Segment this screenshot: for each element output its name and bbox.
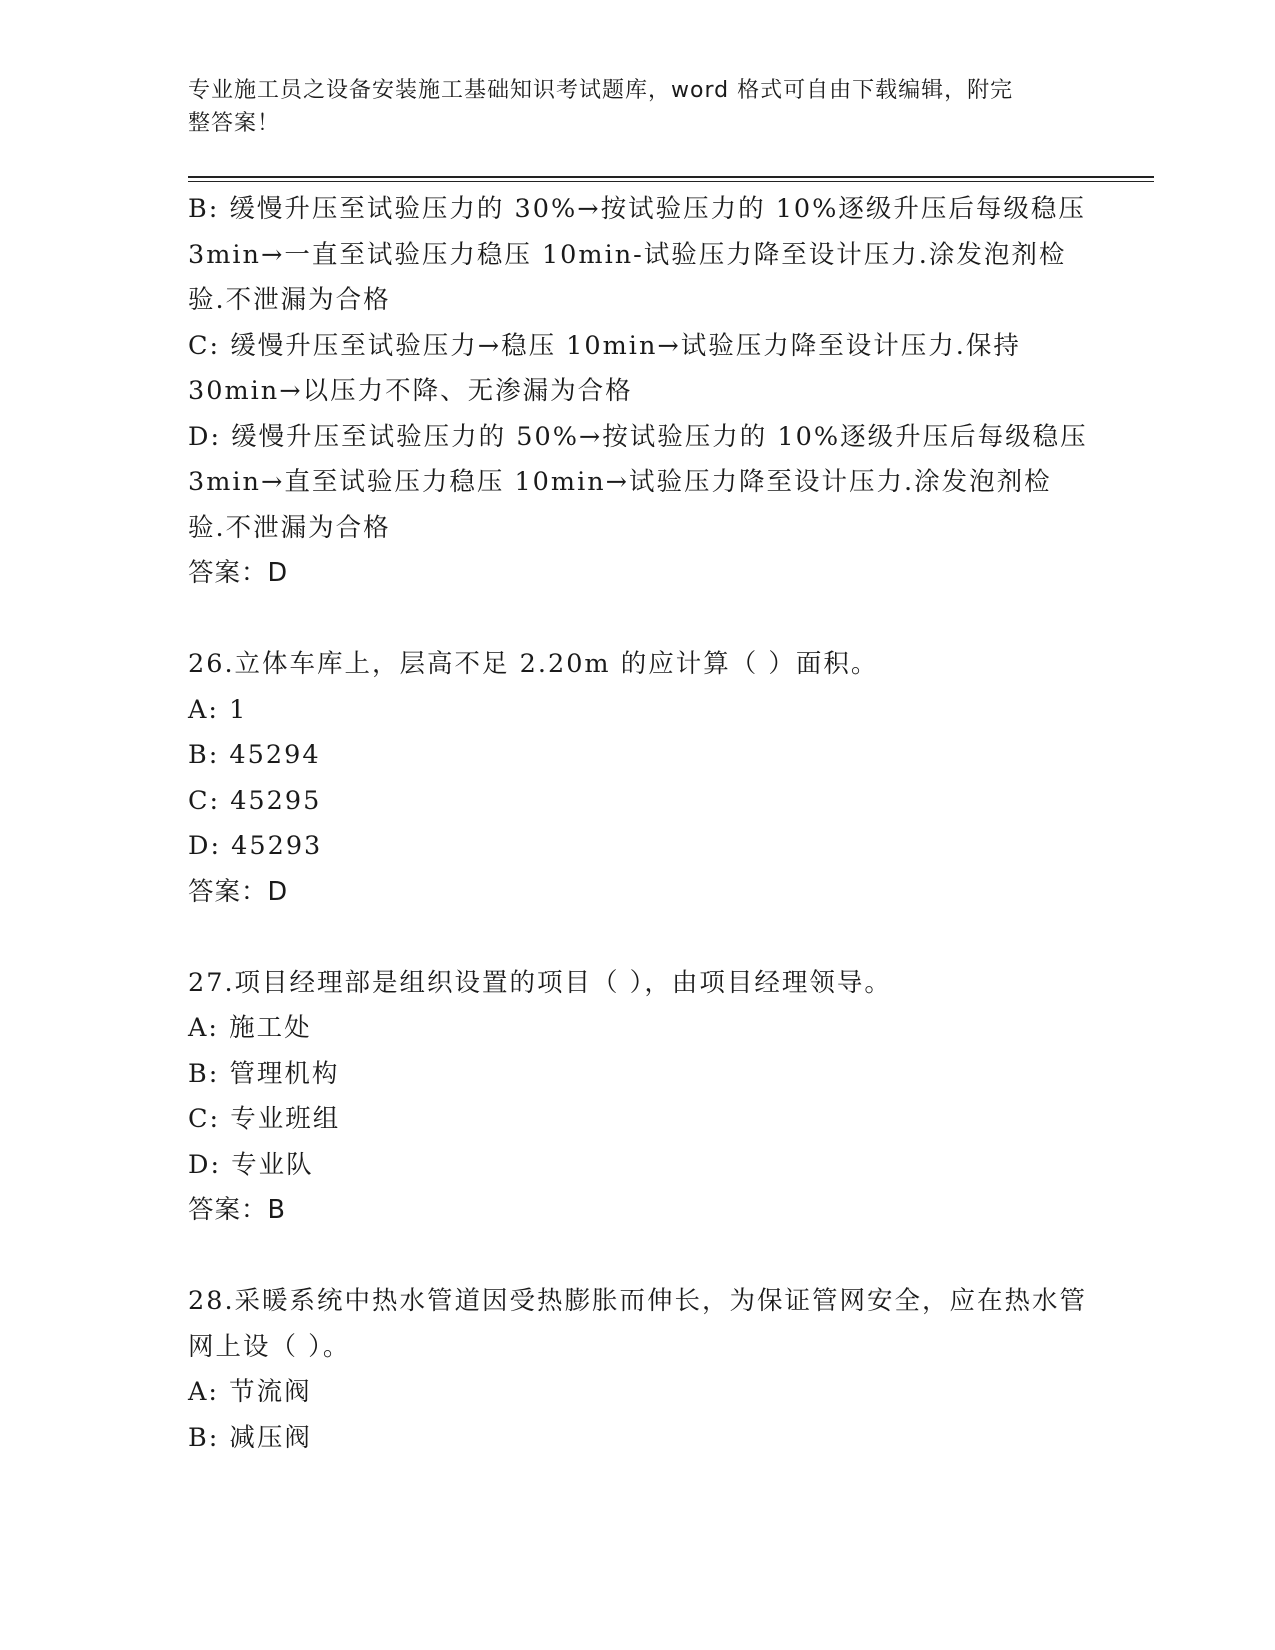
question-27 (188, 961, 1088, 1234)
option-d: D: 45293 (188, 831, 323, 861)
option-a: A: 施工处 (188, 1013, 312, 1043)
question-text: 27.项目经理部是组织设置的项目（ ），由项目经理领导。 (188, 967, 892, 998)
option-b: B: 减压阀 (188, 1422, 312, 1453)
question-26 (188, 642, 1088, 915)
answer: 答案：D (188, 876, 289, 907)
option-a: A: 1 (188, 694, 248, 725)
option-b: B: 45294 (188, 740, 321, 770)
question-25-continued (188, 187, 1088, 597)
document-header (188, 74, 1068, 140)
option-d: D: 专业队 (188, 1149, 314, 1180)
option-b: B: 管理机构 (188, 1058, 340, 1089)
header-title-line-1: 专业施工员之设备安装施工基础知识考试题库，word 格式可自由下载编辑，附完 (188, 78, 1014, 103)
header-title-line-2: 整答案！ (188, 111, 281, 136)
answer: 答案：B (188, 1195, 286, 1225)
option-a: A: 节流阀 (188, 1377, 312, 1407)
option-c: C: 缓慢升压至试验压力→稳压 10min→试验压力降至设计压力.保持30min→以压力不降、无渗漏为合格 (188, 330, 1021, 406)
option-c: C: 专业班组 (188, 1104, 341, 1134)
option-d: D: 缓慢升压至试验压力的 50%→按试验压力的 10%逐级升压后每级稳压 3min→直至试验压力稳压 10min→试验压力降至设计压力.涂发泡剂检验.不泄漏为合格 (188, 421, 1088, 543)
option-b: B: 缓慢升压至试验压力的 30%→按试验压力的 10%逐级升压后每级稳压 3min→一直至试验压力稳压 10min-试验压力降至设计压力.涂发泡剂检验.不泄漏为合格 (188, 194, 1086, 315)
header-divider-thin (188, 181, 1154, 182)
spacer (188, 1234, 1088, 1280)
answer: 答案：D (188, 558, 289, 588)
spacer (188, 597, 1088, 643)
question-28 (188, 1279, 1088, 1461)
question-text: 28.采暖系统中热水管道因受热膨胀而伸长，为保证管网安全，应在热水管网上设（ ）。 (188, 1286, 1088, 1362)
option-c: C: 45295 (188, 785, 322, 816)
question-content (188, 187, 1088, 1461)
header-divider-thick (188, 176, 1154, 178)
spacer (188, 915, 1088, 961)
question-text: 26.立体车库上，层高不足 2.20m 的应计算（ ）面积。 (188, 649, 879, 679)
